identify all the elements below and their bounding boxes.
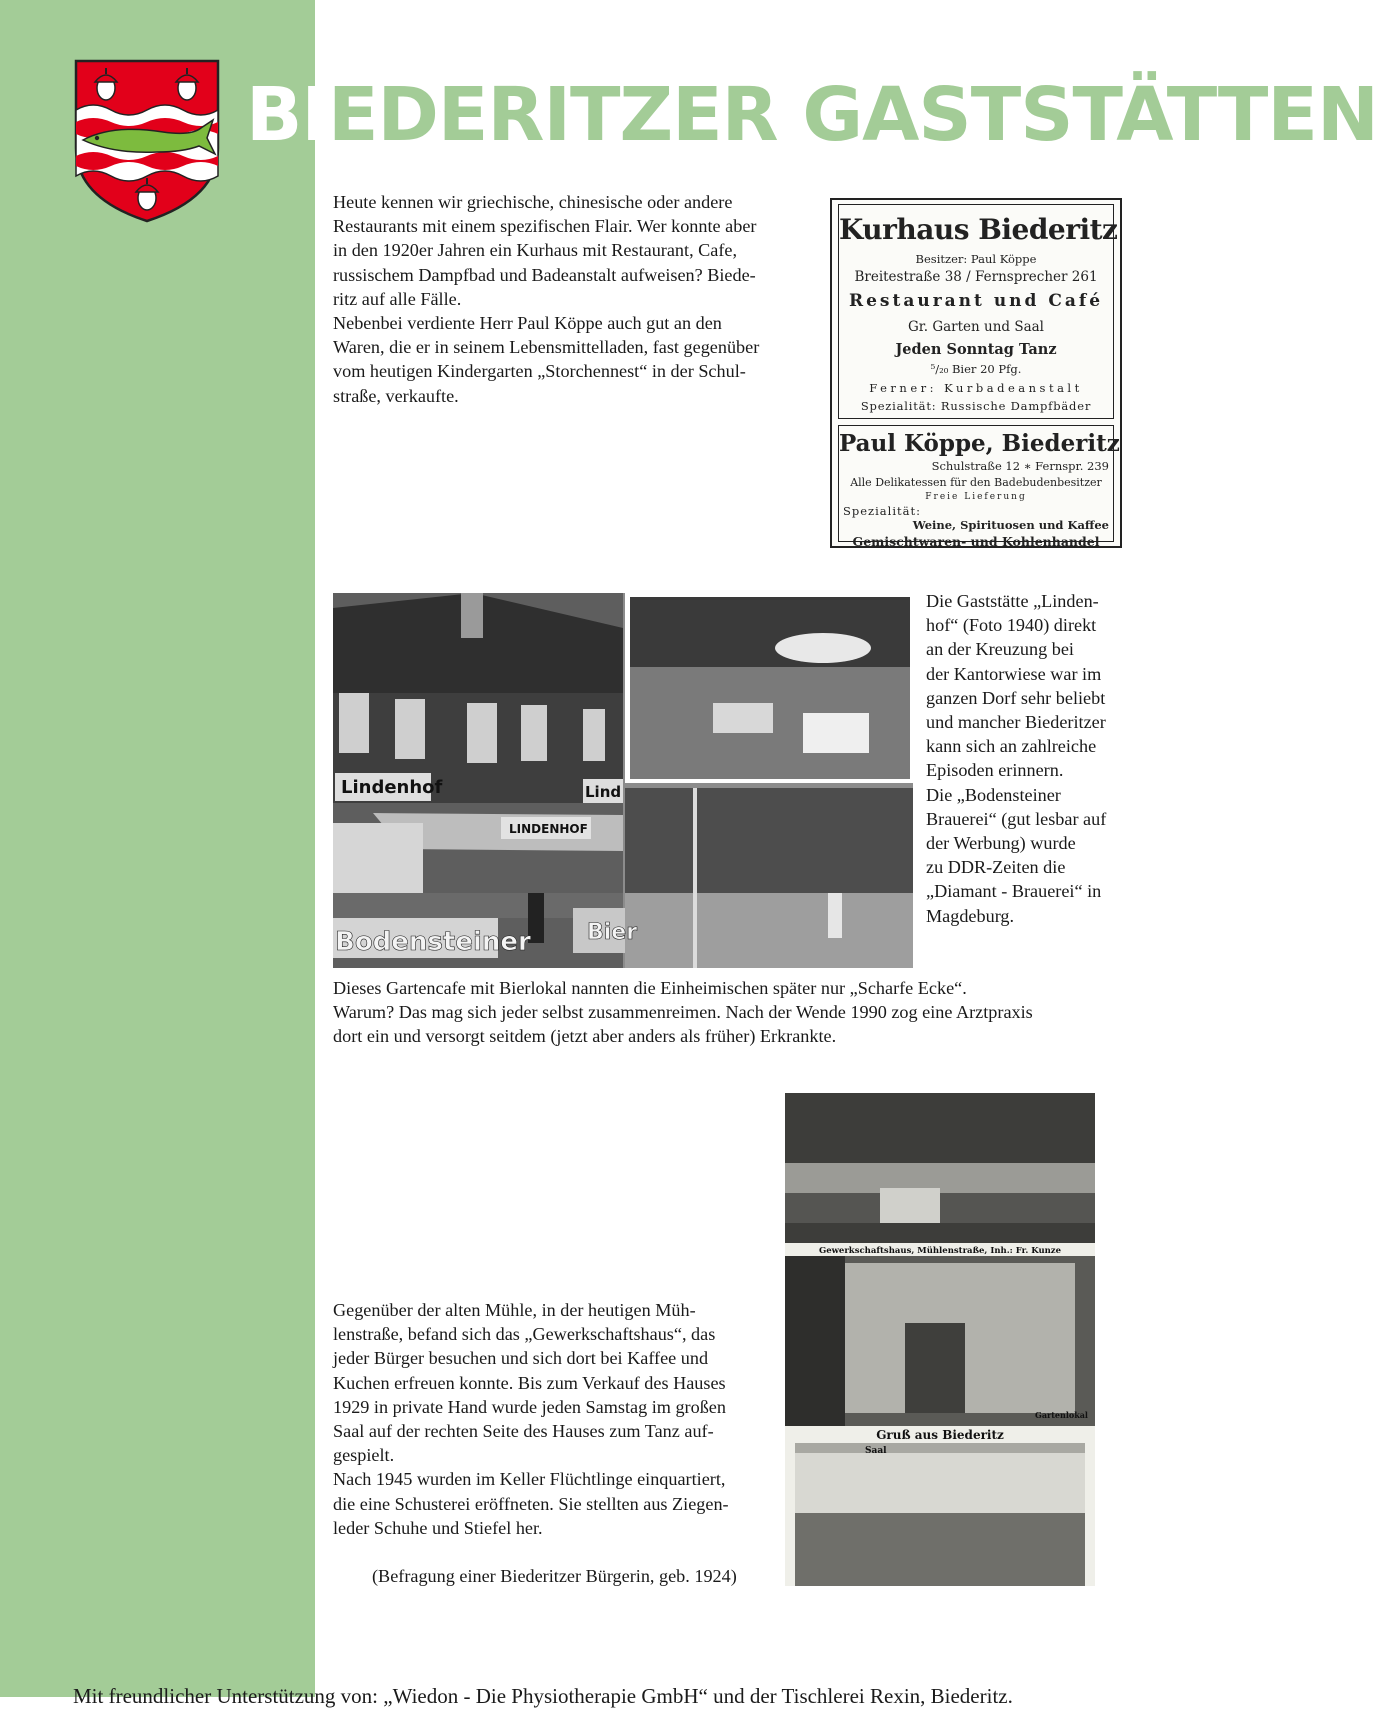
title-white-part: BI: [246, 72, 328, 158]
lindenhof-photo-drawing: [333, 593, 913, 968]
gewerkschaftshaus-postcard-drawing: [785, 1093, 1095, 1586]
koeppe-delivery: Freie Lieferung: [925, 492, 1027, 502]
scharfe-ecke-paragraph: Dieses Gartencafe mit Bierlokal nannten die Einheimischen später nur „Scharfe Ecke“. Warum? Das mag sich jeder selbst zusammenreimen. Nach der Wende 1990 zog eine Arztpraxis dort ein und versorgt seitdem (jetzt aber anders als früher) Erkrankte.: [333, 978, 1033, 1047]
kurhaus-beer: ⁵/₂₀ Bier 20 Pfg.: [930, 362, 1022, 376]
postcard-caption-3: Saal: [865, 1446, 887, 1456]
kurhaus-address: Breitestraße 38 / Fernsprecher 261: [854, 269, 1098, 285]
koeppe-title: Paul Köppe, Biederitz: [839, 430, 1120, 457]
bier-sign: Bier: [587, 920, 638, 945]
gewerkschaftshaus-paragraph: Gegenüber der alten Mühle, in der heutigen Müh- lenstraße, befand sich das „Gewerkschaftshaus“, das jeder Bürger besuchen und sich dort bei Kaffee und Kuchen erfreuen konnte. Bis zum Verkauf des Hauses 1929 in private Hand wurde jeden Samstag im großen Saal auf der rechten Seite des Hauses zum Tanz auf- gespielt. Nach 1945 wurden im Keller Flüchtlinge einquartiert, die eine Schusterei eröffneten. Sie stellten aus Ziegen- leder Schuhe und Stiefel her.: [333, 1300, 729, 1538]
lindenhof-awning-sign: LINDENHOF: [509, 822, 588, 836]
lindenhof-photo: [333, 593, 913, 968]
koeppe-delicatessen: Alle Delikatessen für den Badebudenbesitzer: [850, 476, 1102, 489]
green-side-band: [0, 0, 315, 1697]
kurhaus-services: Restaurant und Café: [848, 291, 1104, 311]
title-green-part: EDERITZER GASTSTÄTTEN: [327, 72, 1378, 158]
footer-credit: Mit freundlicher Unterstützung von: „Wiedon - Die Physiotherapie GmbH“ und der Tischlerei Rexin, Biederitz.: [73, 1684, 1013, 1708]
kurhaus-owner: Besitzer: Paul Köppe: [915, 252, 1037, 266]
page-title: [246, 72, 1378, 158]
biederitz-coat-of-arms-icon: [73, 58, 221, 224]
postcard-caption-2: Gartenlokal: [1035, 1410, 1088, 1420]
kurhaus-also: Ferner: Kurbadeanstalt: [869, 381, 1083, 395]
koeppe-specialty-label: Spezialität:: [843, 504, 921, 518]
kurhaus-advertisement: [830, 198, 1122, 548]
koeppe-trade: Gemischtwaren- und Kohlenhandel: [852, 534, 1100, 549]
source-note: (Befragung einer Biederitzer Bürgerin, geb. 1924): [372, 1566, 737, 1586]
postcard-greeting: Gruß aus Biederitz: [876, 1428, 1004, 1442]
kurhaus-garden: Gr. Garten und Saal: [907, 319, 1044, 335]
kurhaus-dance: Jeden Sonntag Tanz: [895, 341, 1057, 358]
postcard-caption-1: Gewerkschaftshaus, Mühlenstraße, Inh.: Fr. Kunze: [818, 1246, 1062, 1256]
koeppe-specialty: Weine, Spirituosen und Kaffee: [912, 518, 1109, 532]
lindenhof-sign: Lindenhof: [341, 777, 443, 798]
koeppe-ad-box: [838, 425, 1120, 549]
koeppe-address: Schulstraße 12 ∗ Fernspr. 239: [931, 459, 1109, 473]
kurhaus-ad-box: [838, 204, 1118, 419]
kurhaus-title: Kurhaus Biederitz: [839, 213, 1118, 246]
gewerkschaftshaus-postcard: [785, 1093, 1095, 1586]
intro-paragraph: Heute kennen wir griechische, chinesische oder andere Restaurants mit einem spezifischen Flair. Wer konnte aber in den 1920er Jahren ein Kurhaus mit Restaurant, Cafe, russischem Dampfbad und Badeanstalt aufweisen? Biede- ritz auf alle Fälle. Nebenbei verdiente Herr Paul Köppe auch gut an den Waren, die er in seinem Lebensmittelladen, fast gegenüber vom heutigen Kindergarten „Storchennest“ in der Schul- straße, verkaufte.: [333, 192, 760, 406]
lindenhof-paragraph: Die Gaststätte „Linden- hof“ (Foto 1940) direkt an der Kreuzung bei der Kantorwiese war im ganzen Dorf sehr beliebt und mancher Biederitzer kann sich an zahlreiche Episoden erinnern. Die „Bodensteiner Brauerei“ (gut lesbar auf der Werbung) wurde zu DDR-Zeiten die „Diamant - Brauerei“ in Magdeburg.: [926, 591, 1107, 926]
kurhaus-specialty: Spezialität: Russische Dampfbäder: [860, 399, 1092, 413]
bodensteiner-sign: Bodensteiner: [335, 927, 531, 957]
lindenhof-sign-2: Lind: [585, 783, 622, 801]
